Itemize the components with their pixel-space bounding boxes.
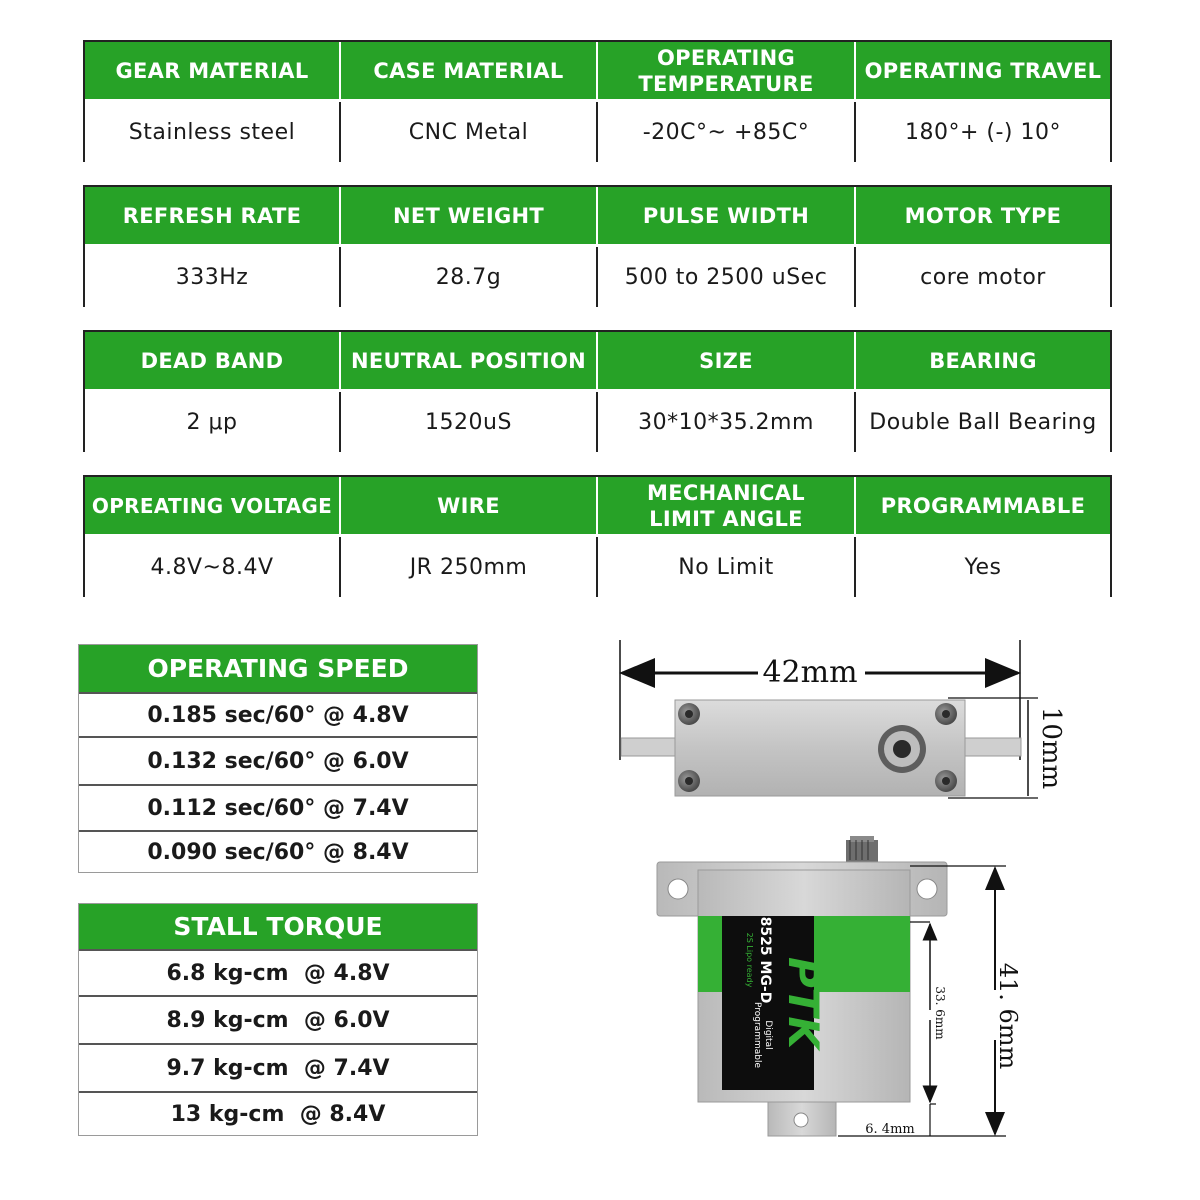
label-programmable: Programmable	[752, 1001, 762, 1069]
total-height-label: 41. 6mm	[994, 962, 1022, 1070]
spec-header: DEAD BAND	[85, 332, 341, 392]
stall-torque-title: STALL TORQUE	[79, 904, 477, 951]
model-label: 8525 MG-D	[757, 916, 773, 1004]
label-lipo: 2S Lipo ready	[745, 932, 754, 988]
torque-row: 13 kg-cm @ 8.4V	[170, 1101, 386, 1127]
brand-label: PTK	[779, 957, 828, 1049]
spec-value: 4.8V~8.4V	[85, 537, 341, 597]
spec-value: 28.7g	[341, 247, 598, 307]
spec-table-1	[83, 40, 1112, 162]
spec-value: 2 μp	[85, 392, 341, 452]
spec-value: Yes	[856, 537, 1110, 597]
spec-header: REFRESH RATE	[85, 187, 341, 247]
spec-value: CNC Metal	[341, 102, 598, 162]
spec-header: SIZE	[598, 332, 856, 392]
spec-value: Stainless steel	[85, 102, 341, 162]
spec-header: MECHANICAL LIMIT ANGLE	[598, 477, 856, 537]
torque-row: 9.7 kg-cm @ 7.4V	[79, 1045, 477, 1093]
spec-table-3	[83, 330, 1112, 452]
operating-speed-table	[78, 644, 478, 873]
spec-value: 30*10*35.2mm	[598, 392, 856, 452]
spec-value: 333Hz	[85, 247, 341, 307]
spec-value: 500 to 2500 uSec	[598, 247, 856, 307]
spec-header: PROGRAMMABLE	[856, 477, 1110, 537]
spec-header: OPREATING VOLTAGE	[85, 477, 341, 537]
spec-value: JR 250mm	[341, 537, 598, 597]
spec-header: NET WEIGHT	[341, 187, 598, 247]
speed-row: 0.185 sec/60° @ 4.8V	[79, 694, 477, 738]
spec-value: No Limit	[598, 537, 856, 597]
speed-row: 0.132 sec/60° @ 6.0V	[79, 738, 477, 786]
speed-row: 0.090 sec/60° @ 8.4V	[147, 839, 409, 865]
spec-value: 1520uS	[341, 392, 598, 452]
spec-value: Double Ball Bearing	[856, 392, 1110, 452]
spec-value: core motor	[856, 247, 1110, 307]
operating-speed-title: OPERATING SPEED	[79, 645, 477, 694]
width-42mm-label: 42mm	[762, 655, 858, 690]
torque-row: 6.8 kg-cm @ 4.8V	[79, 951, 477, 997]
spec-header: NEUTRAL POSITION	[341, 332, 598, 392]
spec-header: PULSE WIDTH	[598, 187, 856, 247]
servo-front-view	[657, 836, 1022, 1137]
label-digital: Digital	[763, 1020, 773, 1050]
spec-table-4	[83, 475, 1112, 597]
spec-header: OPERATING TRAVEL	[856, 42, 1110, 102]
torque-row: 8.9 kg-cm @ 6.0V	[79, 997, 477, 1045]
spec-header: BEARING	[856, 332, 1110, 392]
servo-dimension-diagram	[600, 630, 1100, 1150]
spec-value: -20C°~ +85C°	[598, 102, 856, 162]
speed-row: 0.112 sec/60° @ 7.4V	[79, 786, 477, 832]
height-10mm-label: 10mm	[1036, 706, 1066, 790]
spec-header: GEAR MATERIAL	[85, 42, 341, 102]
body-height-label: 33. 6mm	[933, 986, 947, 1040]
spec-value: 180°+ (-) 10°	[856, 102, 1110, 162]
tab-height-label: 6. 4mm	[865, 1122, 915, 1137]
spec-header: OPERATING TEMPERATURE	[598, 42, 856, 102]
spec-header: MOTOR TYPE	[856, 187, 1110, 247]
spec-table-2	[83, 185, 1112, 307]
spec-header: CASE MATERIAL	[341, 42, 598, 102]
stall-torque-table	[78, 903, 478, 1136]
spec-header: WIRE	[341, 477, 598, 537]
servo-top-view	[620, 640, 1066, 798]
